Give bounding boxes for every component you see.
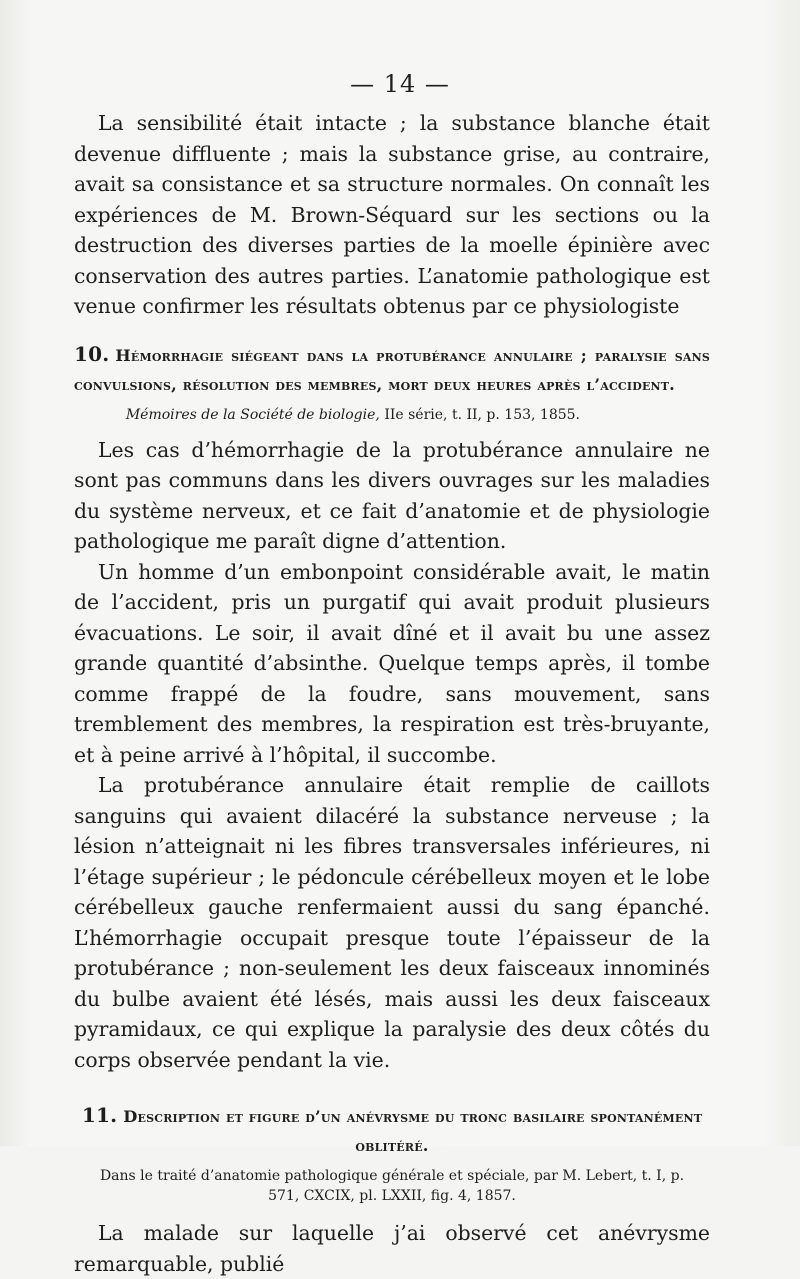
section-number-10: 10. <box>74 341 110 366</box>
section-heading-10 <box>74 340 710 399</box>
paragraph-aneurysm-intro: La malade sur laquelle j’ai observé cet anévrysme remarquable, publié <box>74 1221 710 1276</box>
section-heading-11 <box>74 1101 710 1160</box>
paragraph-autopsy: La protubérance annulaire était remplie de caillots sanguins qui avaient dilacéré la substance nerveuse ; la lésion n’atteignait ni les fibres transversales inférieures, ni l’étage supérieur ; le pédoncule cérébelleux moyen et le lobe cérébelleux gauche renfermaient aussi du sang épanché. L’hémorrhagie occupait presque toute l’épaisseur de la protubérance ; non-seulement les deux faisceaux innominés du bulbe avaient été lésés, mais aussi les deux faisceaux pyramidaux, ce qui explique la paralysie des deux côtés du corps observée pendant la vie. <box>74 773 710 1072</box>
paragraph-spinal-cord: La sensibilité était intacte ; la substance blanche était devenue diffluente ; mais la substance grise, au contraire, avait sa consistance et sa structure normales. On connaît les expériences de M. Brown-Séquard sur les sections ou la destruction des diverses parties de la moelle épinière avec conservation des autres parties. L’anatomie pathologique est venue confirmer les résultats obtenus par ce physiologiste <box>74 111 710 318</box>
source-reference: IIe série, t. II, p. 153, 1855. <box>379 406 580 423</box>
section-source-11: Dans le traité d’anatomie pathologique générale et spéciale, par M. Lebert, t. I, p. 571, CXCIX, pl. LXXII, fig. 4, 1857. <box>99 1168 685 1204</box>
paragraph-case-history: Un homme d’un embonpoint considérable avait, le matin de l’accident, pris un purgatif qui avait produit plusieurs évacuations. Le soir, il avait dîné et il avait bu une assez grande quantité d’absinthe. Quelque temps après, il tombe comme frappé de la foudre, sans mouvement, sans tremblement des membres, la respiration est très-bruyante, et à peine arrivé à l’hôpital, il succombe. <box>74 559 710 767</box>
section-title-11: Description et figure d’un anévrysme du tronc basilaire spontanément oblitéré. <box>123 1107 703 1155</box>
page-body <box>74 108 710 1279</box>
paragraph-hemorrhage-intro: Les cas d’hémorrhagie de la protubérance annulaire ne sont pas communs dans les divers ouvrages sur les maladies du système nerveux, et ce fait d’anatomie et de physiologie pathologique me paraît digne d’attention. <box>74 437 710 553</box>
section-source-10 <box>74 405 710 425</box>
section-title-10: Hémorrhagie siégeant dans la protubérance annulaire ; paralysie sans convulsions, résolution des membres, mort deux heures après l’accident. <box>74 345 710 394</box>
section-number-11: 11. <box>81 1103 118 1127</box>
source-journal: Mémoires de la Société de biologie, <box>125 406 380 423</box>
page-number: — 14 — <box>350 70 450 98</box>
